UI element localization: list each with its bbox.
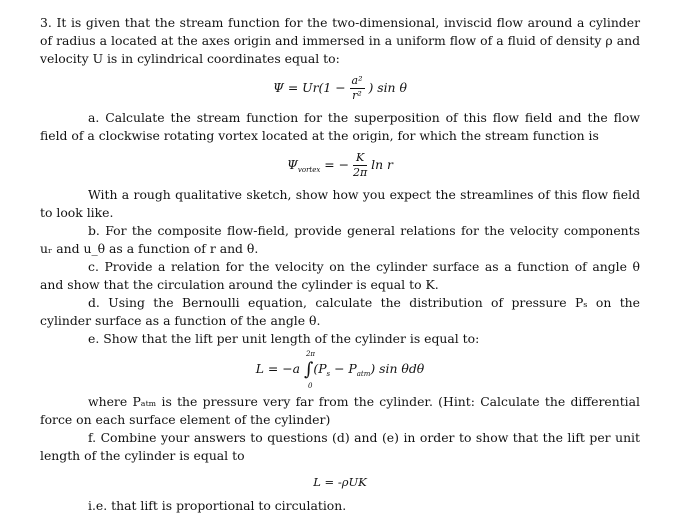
eq2-fraction [353,151,367,180]
eq3-body: (P [313,361,327,376]
eq2-subscript: vortex [297,166,321,174]
eq3-sub-atm: atm [356,370,371,378]
part-d: d. Using the Bernoulli equation, calculate the distribution of pressure Pₛ on the cylinder surface as a function of the angle θ. [40,295,640,328]
eq2-rhs: ln r [371,157,393,172]
problem-document [40,14,640,515]
eq2-denominator: 2π [352,166,368,179]
integral-upper-limit: 2π [305,349,316,358]
equation-stream-function [40,74,640,103]
sketch-instruction: With a rough qualitative sketch, show how you expect the streamlines of this flow field to look like. [40,187,640,220]
where-clause: where Pₐₜₘ is the pressure very far from the cylinder. (Hint: Calculate the differential force on each surface element of the cylinder) [40,394,640,427]
eq2-lhs: Ψ [287,157,298,172]
eq3-sub-s: s [326,370,331,378]
eq3-lhs: L = −a [255,361,301,376]
eq1-rhs: ) sin θ [368,80,407,95]
eq3-tail: ) sin θdθ [370,361,425,376]
eq1-denominator: r² [352,89,362,102]
problem-intro: 3. It is given that the stream function for the two-dimensional, inviscid flow around a cylinder of radius a located at the axes origin and immersed in a uniform flow of a fluid of density ρ and velocity U is in cylindrical coordinates equal to: [40,15,640,66]
eq2-equals: = − [324,157,349,172]
integral-sign: ∫ [303,358,314,380]
conclusion: i.e. that lift is proportional to circulation. [88,498,347,513]
eq1-fraction [350,74,365,103]
eq1-numerator: a² [351,74,363,87]
equation-lift-result: L = -ρUK [313,475,367,489]
part-c: c. Provide a relation for the velocity on the cylinder surface as a function of angle θ and show that the circulation around the cylinder is equal to K. [40,259,640,292]
part-a: a. Calculate the stream function for the superposition of this flow field and the flow field of a clockwise rotating vortex located at the origin, for which the stream function is [40,110,640,143]
equation-lift-integral [40,349,640,390]
eq3-mid: − P [330,361,357,376]
part-e: e. Show that the lift per unit length of the cylinder is equal to: [88,331,480,346]
part-f: f. Combine your answers to questions (d) and (e) in order to show that the lift per unit length of the cylinder is equal to [40,430,640,463]
equation-vortex [40,151,640,180]
eq1-lhs: Ψ = Ur(1 − [273,80,346,95]
part-b: b. For the composite flow-field, provide general relations for the velocity components uᵣ and u_θ as a function of r and θ. [40,223,640,256]
eq2-numerator: K [353,151,367,166]
integral-symbol [303,349,316,390]
integral-lower-limit: 0 [307,381,313,390]
